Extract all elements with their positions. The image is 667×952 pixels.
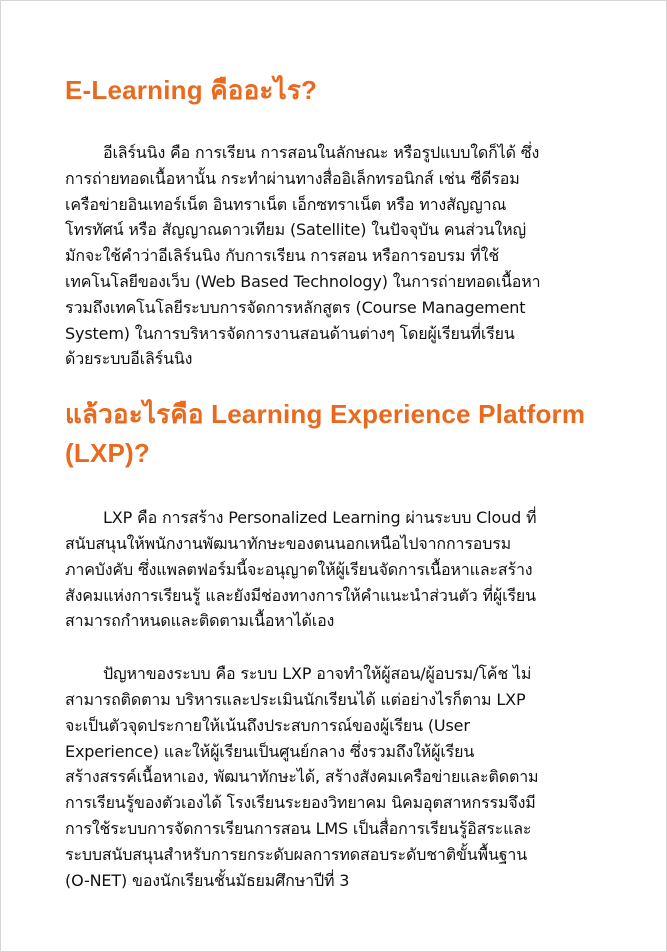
paragraph-lxp-problems: ปัญหาของระบบ คือ ระบบ LXP อาจทำให้ผู้สอน/ผู้อบรม/โค้ช ไม่ สามารถติดตาม บริหารและประเมินนักเรียนได้ แต่อย่างไรก็ตาม LXP จะเป็นตัวจุดประกายให้เน้นถึงประสบการณ์ของผู้เรียน (User Experience) และให้ผู้เรียนเป็นศูนย์กลาง ซึ่งรวมถึงให้ผู้เรียน สร้างสรรค์เนื้อหาเอง, พัฒนาทักษะได้, สร้างสังคมเครือข่ายและติดตาม การเรียนรู้ของตัวเองได้ โรงเรียนระยองวิทยาคม นิคมอุตสาหกรรมจึงมี การใช้ระบบการจัดการเรียนการสอน LMS เป็นสื่อการเรียนรู้อิสระและ ระบบสนับสนุนสำหรับการยกระดับผลการทดสอบระดับชาติขั้นพื้นฐาน (O-NET) ของนักเรียนชั้นมัธยมศึกษาปีที่ 3 — [65, 664, 539, 890]
document-content — [65, 71, 625, 893]
heading-what-is-lxp: แล้วอะไรคือ Learning Experience Platform (LXP)? — [65, 399, 586, 469]
heading-what-is-elearning: E-Learning คืออะไร? — [65, 75, 318, 105]
paragraph-lxp-definition: LXP คือ การสร้าง Personalized Learning ผ่านระบบ Cloud ที่ สนับสนุนให้พนักงานพัฒนาทักษะของตนนอกเหนือไปจากการอบรม ภาคบังคับ ซึ่งแพลตฟอร์มนี้จะอนุญาตให้ผู้เรียนจัดการเนื้อหาและสร้าง สังคมแห่งการเรียนรู้ และยังมีช่องทางการให้คำแนะนำส่วนตัว ที่ผู้เรียน สามารถกำหนดและติดตามเนื้อหาได้เอง — [65, 508, 537, 631]
paragraph-elearning-definition: อีเลิร์นนิง คือ การเรียน การสอนในลักษณะ หรือรูปแบบใดก็ได้ ซึ่ง การถ่ายทอดเนื้อหานั้น กระทำผ่านทางสื่ออิเล็กทรอนิกส์ เช่น ซีดีรอม เครือข่ายอินเทอร์เน็ต อินทราเน็ต เอ็กซทราเน็ต หรือ ทางสัญญาณ โทรทัศน์ หรือ สัญญาณดาวเทียม (Satellite) ในปัจจุบัน คนส่วนใหญ่ มักจะใช้คำว่าอีเลิร์นนิง กับการเรียน การสอน หรือการอบรม ที่ใช้ เทคโนโลยีของเว็บ (Web Based Technology) ในการถ่ายทอดเนื้อหา รวมถึงเทคโนโลยีระบบการจัดการหลักสูตร (Course Management System) ในการบริหารจัดการงานสอนด้านต่างๆ โดยผู้เรียนที่เรียน ด้วยระบบอีเลิร์นนิง — [65, 143, 541, 369]
